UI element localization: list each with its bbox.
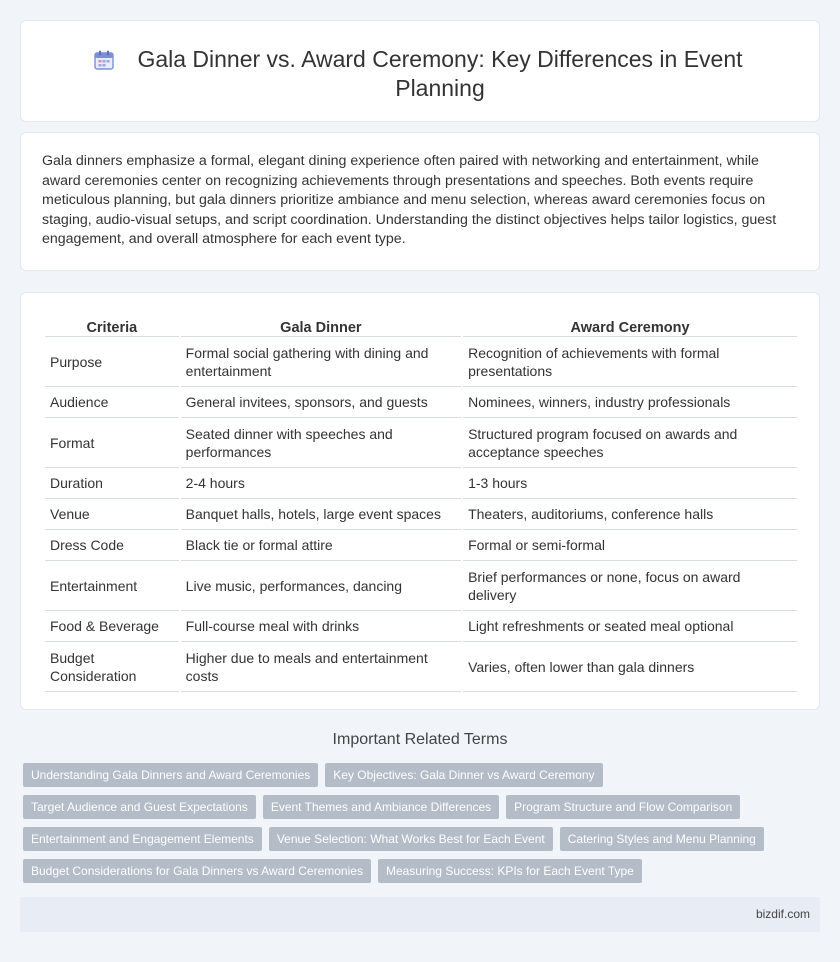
comparison-card (20, 292, 820, 710)
gala-cell: Banquet halls, hotels, large event spaces (181, 499, 461, 530)
table-header-row (45, 315, 797, 337)
gala-cell: Higher due to meals and entertainment costs (181, 642, 461, 692)
award-cell: Structured program focused on awards and acceptance speeches (463, 418, 797, 468)
header-criteria: Criteria (45, 315, 179, 337)
gala-cell: Full-course meal with drinks (181, 611, 461, 642)
award-cell: Theaters, auditoriums, conference halls (463, 499, 797, 530)
gala-cell: Formal social gathering with dining and entertainment (181, 337, 461, 387)
gala-cell: Seated dinner with speeches and performances (181, 418, 461, 468)
gala-cell: 2-4 hours (181, 468, 461, 499)
criteria-cell: Budget Consideration (45, 642, 179, 692)
header-award-ceremony: Award Ceremony (463, 315, 797, 337)
award-cell: Brief performances or none, focus on award delivery (463, 561, 797, 611)
award-cell: Recognition of achievements with formal presentations (463, 337, 797, 387)
footer (20, 897, 820, 932)
table-row (45, 499, 797, 530)
related-term-tag[interactable]: Measuring Success: KPIs for Each Event Type (378, 859, 642, 883)
award-cell: 1-3 hours (463, 468, 797, 499)
comparison-table (43, 315, 799, 692)
award-cell: Formal or semi-formal (463, 530, 797, 561)
intro-paragraph: Gala dinners emphasize a formal, elegant dining experience often paired with networking and entertainment, while award ceremonies center on recognizing achievements through presentations and speeches. Both events require meticulous planning, but gala dinners prioritize ambiance and menu selection, whereas award ceremonies focus on staging, audio-visual setups, and script coordination. Understanding the distinct objectives helps tailor logistics, guest engagement, and overall atmosphere for each event type. (42, 153, 777, 248)
award-cell: Varies, often lower than gala dinners (463, 642, 797, 692)
award-cell: Light refreshments or seated meal optional (463, 611, 797, 642)
table-row (45, 530, 797, 561)
related-term-tag[interactable]: Entertainment and Engagement Elements (23, 827, 262, 851)
criteria-cell: Food & Beverage (45, 611, 179, 642)
criteria-cell: Venue (45, 499, 179, 530)
table-row (45, 611, 797, 642)
related-term-tag[interactable]: Budget Considerations for Gala Dinners vs Award Ceremonies (23, 859, 371, 883)
header-gala-dinner: Gala Dinner (181, 315, 461, 337)
related-term-tag[interactable]: Program Structure and Flow Comparison (506, 795, 740, 819)
table-row (45, 337, 797, 387)
footer-site-link[interactable]: bizdif.com (755, 907, 810, 921)
criteria-cell: Duration (45, 468, 179, 499)
table-row (45, 561, 797, 611)
related-term-tag[interactable]: Target Audience and Guest Expectations (23, 795, 256, 819)
gala-cell: Black tie or formal attire (181, 530, 461, 561)
related-term-tag[interactable]: Key Objectives: Gala Dinner vs Award Ceremony (325, 763, 602, 787)
page-title: Gala Dinner vs. Award Ceremony: Key Differences in Event Planning (137, 46, 743, 101)
title-card (20, 20, 820, 122)
table-row (45, 387, 797, 418)
calendar-icon (93, 49, 115, 71)
criteria-cell: Entertainment (45, 561, 179, 611)
table-row (45, 642, 797, 692)
criteria-cell: Format (45, 418, 179, 468)
criteria-cell: Purpose (45, 337, 179, 387)
criteria-cell: Audience (45, 387, 179, 418)
related-term-tag[interactable]: Event Themes and Ambiance Differences (263, 795, 499, 819)
related-terms-list (23, 763, 823, 891)
criteria-cell: Dress Code (45, 530, 179, 561)
award-cell: Nominees, winners, industry professionals (463, 387, 797, 418)
related-term-tag[interactable]: Catering Styles and Menu Planning (560, 827, 764, 851)
table-row (45, 418, 797, 468)
gala-cell: General invitees, sponsors, and guests (181, 387, 461, 418)
intro-card (20, 132, 820, 271)
table-row (45, 468, 797, 499)
related-terms-title: Important Related Terms (332, 731, 508, 748)
related-term-tag[interactable]: Understanding Gala Dinners and Award Ceremonies (23, 763, 318, 787)
related-term-tag[interactable]: Venue Selection: What Works Best for Each Event (269, 827, 553, 851)
gala-cell: Live music, performances, dancing (181, 561, 461, 611)
